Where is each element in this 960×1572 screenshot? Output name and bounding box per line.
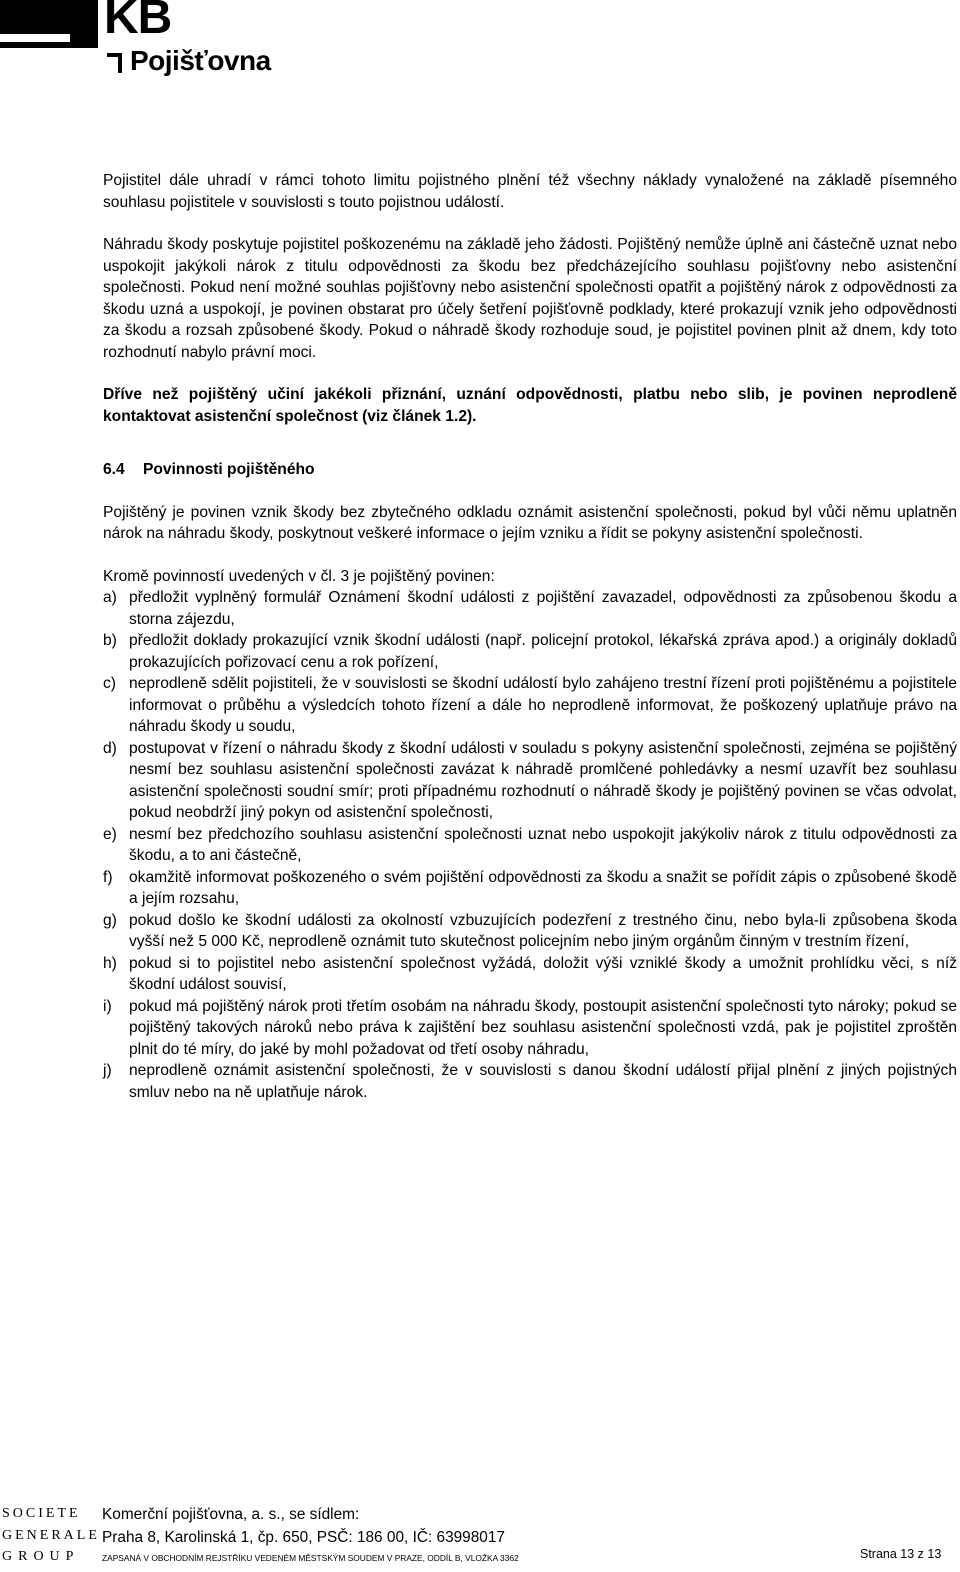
paragraph-obligation: Pojištěný je povinen vznik škody bez zbytečného odkladu oznámit asistenční společnosti, pokud byl vůči němu uplatněn nárok na náhradu škody, poskytnout veškeré informace o jejím vzniku a řídit se pokyny asistenční společnosti.: [103, 503, 957, 542]
footer-registry: ZAPSANÁ V OBCHODNÍM REJSTŘÍKU VEDENÉM MĚSTSKÝM SOUDEM V PRAZE, ODDÍL B, VLOŽKA 3362: [102, 1553, 519, 1563]
footer-company-line: Komerční pojišťovna, a. s., se sídlem:: [102, 1506, 360, 1523]
obligations-list: [103, 587, 957, 1103]
paragraph-bold-notice: Dříve než pojištěný učiní jakékoli přiznání, uznání odpovědnosti, platbu nebo slib, je povinen neprodleně kontaktovat asistenční společnost (viz článek 1.2).: [103, 386, 957, 425]
list-item: a) předložit vyplněný formulář Oznámení škodní události z pojištění zavazadel, odpovědnosti za způsobenou škodu a storna zájezdu,: [103, 589, 957, 628]
sg-logo-line: GENERALE: [2, 1527, 100, 1543]
list-item: d) postupovat v řízení o náhradu škody z škodní události v souladu s pokyny asistenční společnosti, zejména se pojištěný nesmí bez souhlasu asistenční společnosti zavázat k náhradě promlčené pohledávky a nesmí uzavřít bez souhlasu asistenční společnosti soudní smír; proti případnému rozhodnutí o náhradě škody je pojištěný povinen se včas odvolat, pokud neobdrží jiný pokyn od asistenční společnosti,: [103, 739, 957, 821]
logo-kb-text: KB: [104, 0, 172, 44]
section-heading: [103, 459, 957, 481]
paragraph-compensation: Náhradu škody poskytuje pojistitel poškozenému na základě jeho žádosti. Pojištěný nemůže úplně ani částečně uznat nebo uspokojit jakýkoli nárok z titulu odpovědnosti za škodu bez předcházejícího souhlasu pojišťovny nebo asistenční společnosti. Pokud není možné souhlas pojišťovny nebo asistenční společnosti opatřit a pojištěný nárok z odpovědnosti za škodu uzná a uspokojí, je povinen obstarat pro účely šetření pojišťovně podklady, které prokazují vznik jeho odpovědnosti za škodu a rozsah způsobené škody. Pokud o náhradě škody rozhoduje soud, je pojistitel povinen plnit až dnem, kdy toto rozhodnutí nabylo právní moci.: [103, 236, 957, 361]
page-number: Strana 13 z 13: [860, 1547, 942, 1561]
societe-generale-logo: [2, 1503, 100, 1568]
list-item: c) neprodleně sdělit pojistiteli, že v souvislosti se škodní událostí bylo zahájeno trestní řízení proti pojištěnému a pojistitele informovat o průběhu a výsledcích tohoto řízení a dále ho neprodleně informovat, že poškozený uplatňuje právo na náhradu škody u soudu,: [103, 675, 957, 735]
corner-bracket-icon: [107, 53, 122, 73]
paragraph-limit: Pojistitel dále uhradí v rámci tohoto limitu pojistného plnění též všechny náklady vynaložené na základě písemného souhlasu pojistitele v souvislosti s touto pojistnou událostí.: [103, 172, 957, 211]
document-body: [103, 170, 957, 1103]
footer-company-info: [102, 1503, 505, 1549]
section-title: Povinnosti pojištěného: [143, 461, 315, 478]
list-item: i) pokud má pojištěný nárok proti třetím osobám na náhradu škody, postoupit asistenční společnosti tyto nároky; pokud se pojištěný takových nároků nebo práva k zajištění bez souhlasu asistenční společnosti vzdá, pak je pojistitel zproštěn plnit do té míry, do jaké by mohl požadovat od třetí osoby náhradu,: [103, 997, 957, 1058]
list-item: g) pokud došlo ke škodní události za okolností vzbuzujících podezření z trestného činu, nebo byla-li způsobena škoda vyšší než 5 000 Kč, neprodleně oznámit tuto skutečnost policejním nebo jiným orgánům činným v trestním řízení,: [103, 911, 957, 950]
footer-address-line: Praha 8, Karolinská 1, čp. 650, PSČ: 186 00, IČ: 63998017: [102, 1529, 505, 1546]
paragraph-list-intro: Kromě povinností uvedených v čl. 3 je pojištěný povinen:: [103, 567, 495, 585]
sg-logo-line: GROUP: [2, 1549, 80, 1564]
list-item: h) pokud si to pojistitel nebo asistenční společnost vyžádá, doložit výši vzniklé škody a umožnit prohlídku věci, s níž škodní událost souvisí,: [103, 954, 957, 993]
list-item: b) předložit doklady prokazující vznik škodní události (např. policejní protokol, lékařská zpráva apod.) a originály dokladů prokazujících pořizovací cenu a rok pořízení,: [103, 632, 957, 671]
section-number: 6.4: [103, 461, 125, 478]
list-item: j) neprodleně oznámit asistenční společnosti, že v souvislosti s danou škodní událostí přijal plnění z jiných pojistných smluv nebo na ně uplatňuje nárok.: [103, 1062, 957, 1101]
list-item: e) nesmí bez předchozího souhlasu asistenční společnosti uznat nebo uspokojit jakýkoliv nárok z titulu odpovědnosti za škodu, a to ani částečně,: [103, 825, 957, 864]
sg-logo-line: SOCIETE: [2, 1506, 81, 1521]
kb-logo-mark-icon: [0, 0, 98, 48]
list-item: f) okamžitě informovat poškozeného o svém pojištění odpovědnosti za škodu a snažit se pořídit zápis o způsobené škodě a jejím rozsahu,: [103, 868, 957, 907]
logo-name-text: Pojišťovna: [130, 45, 271, 76]
